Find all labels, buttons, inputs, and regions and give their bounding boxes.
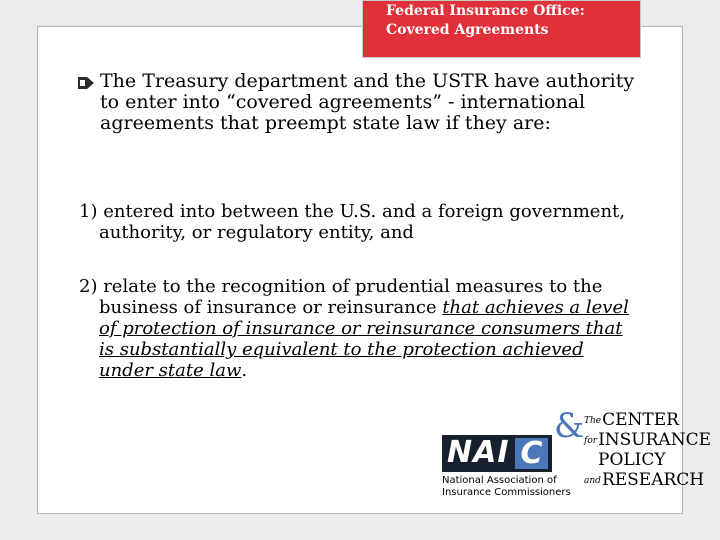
slide-title [362, 0, 641, 58]
cipr-policy: POLICY [598, 450, 666, 470]
naic-caption [442, 475, 571, 499]
naic-caption-line-1: National Association of [442, 475, 557, 486]
cipr-and: and [584, 476, 601, 486]
arrow-bullet-icon [78, 77, 94, 89]
naic-logo [442, 435, 552, 472]
list-item: 1) entered into between the U.S. and a foreign government, authority, or regulatory entity, and [79, 201, 625, 243]
item-2-end: . [241, 360, 248, 381]
list-item [79, 276, 639, 381]
item-2-emphasis: that achieves a level of protection of insurance or reinsurance consumers that is substantially equivalent to the protection achieved under state law [99, 297, 629, 381]
naic-letters: NAI [447, 435, 510, 470]
cipr-line-2 [584, 430, 711, 450]
cipr-for: for [584, 436, 598, 446]
cipr-line-1 [584, 410, 679, 430]
item-2-text: 2) relate to the recognition of prudential measures to the business of insurance or reinsurance [79, 276, 603, 318]
bullet-text: The Treasury department and the USTR have authority to enter into “covered agreements” - international agreements that preempt state law if they are: [100, 70, 635, 134]
naic-last-letter: C [515, 438, 548, 469]
cipr-insurance: INSURANCE [598, 430, 711, 450]
title-line-1: Federal Insurance Office: [386, 3, 585, 19]
naic-caption-line-2: Insurance Commissioners [442, 487, 571, 498]
bullet-paragraph [78, 71, 638, 134]
logo-area [442, 406, 711, 505]
cipr-center: CENTER [602, 410, 679, 430]
title-line-2: Covered Agreements [386, 22, 549, 38]
cipr-research: RESEARCH [601, 470, 705, 490]
cipr-line-4 [584, 470, 704, 490]
ampersand-glyph: & [554, 406, 585, 446]
cipr-line-3 [598, 450, 666, 470]
cipr-the: The [584, 416, 602, 426]
